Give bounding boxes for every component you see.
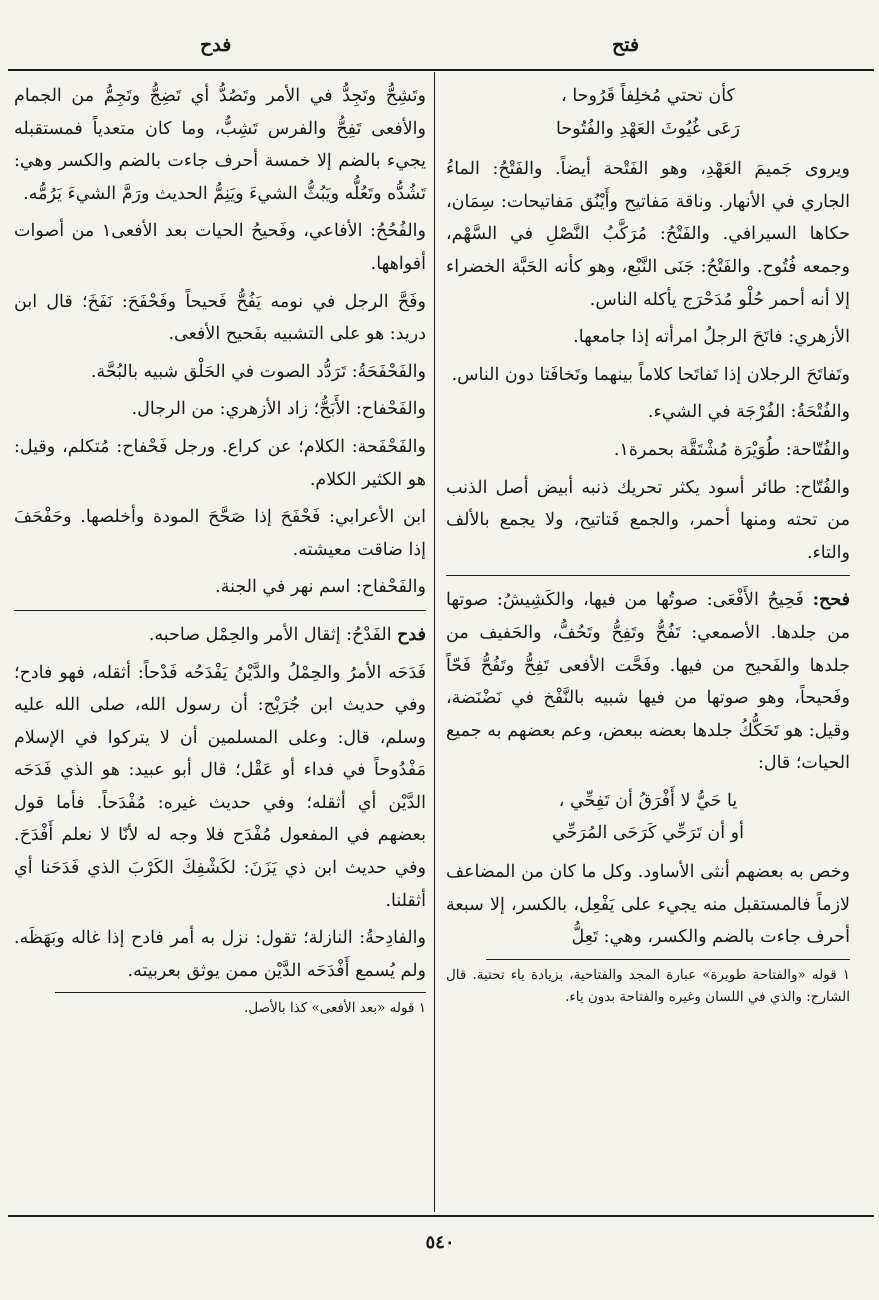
paragraph: الأزهري: فاتَحَ الرجلُ امرأته إذا جامعها. (573, 327, 850, 348)
entry-paragraph (446, 584, 850, 780)
verse-line: يا حَيُّ لا أَفْرَقُ أن تَفِحِّي ، (558, 790, 738, 811)
right-column (446, 80, 850, 1008)
paragraph: وفَحَّ الرجل في نومه يَفُحُّ فَحيحاً وفَحْفَحَ: نَفَخَ؛ قال ابن دريد: هو على التشبيه بفَحيح الأفعى. (14, 291, 426, 345)
entry-text: فَحِيحُ الأَفْعَى: صوتُها من فيها، والكَشِيشُ: صوتها من جلدها. الأصمعي: تَفُحُّ وتَفِحُّ وتَحُفُّ، والحَفيف من جلدها والفَحيح من فيها. وفَحَّت الأفعى تَفِحُّ وتَفُحُّ فَحّاً وفَحيحاً، وهو صوتها من فيها شبيه بالنَّفْخ في نَضْنَضة، وقيل: هو تَحَكُّكُ جلدها بعضه ببعض، وعم بعضهم به جميع الحيات؛ قال: (446, 590, 850, 774)
entry-separator (14, 610, 426, 611)
entry-text: الفَدْحُ: إثقال الأمر والحِمْل صاحبه. (148, 624, 392, 645)
left-column (14, 80, 426, 1019)
verse-line: رَعَى غُيُوثَ العَهْدِ والفُتُوحا (556, 118, 740, 139)
footnote-rule (486, 959, 850, 960)
footnote: ١ قوله «بعد الأفعى» كذا بالأصل. (244, 1000, 426, 1017)
verse-line: أو أن تَرَحِّي كَرَحَى المُرَحِّي (552, 823, 744, 844)
paragraph: والفَحْفَحَةُ: تَرَدُّد الصوت في الحَلْق شبيه بالبُحَّة. (90, 361, 426, 382)
footnote-rule (55, 992, 426, 993)
paragraph: والفَحْفاح: الأَبَحُّ؛ زاد الأزهري: من الرجال. (131, 399, 426, 420)
paragraph: فَدَحَه الأمرُ والحِمْلُ والدَّيْنُ يَفْدَحُه فَدْحاً: أثقله، فهو فادح؛ وفي حديث ابن جُرَيْج: أن رسول الله، صلى الله عليه وسلم، قال: وعلى المسلمين أن لا يتركوا في الإسلام مَفْدُوحاً في فداء أو عَقْل؛ قال أبو عبيد: هو الذي فَدَحَه الدَّيْن أي أثقله؛ وفي حديث غيره: مُفْدَحاً. فأما قول بعضهم في المفعول مُفْدَح فلا وجه له لأنّا لا نعلم أَفْدَحَ. وفي حديث ابن ذي يَزَنَ: لكَشْفِكَ الكَرْبَ الذي فَدَحَنا أي أثقلنا. (14, 662, 426, 911)
header-word-right: فتح (612, 34, 640, 56)
column-divider (434, 72, 435, 1212)
top-rule (8, 69, 874, 71)
paragraph: وتَفاتَحَ الرجلان إذا تَفاتَحا كلاماً بينهما وتَخافَتا دون الناس. (451, 364, 850, 385)
entry-headword: فدح (397, 624, 426, 645)
entry-headword: فحح: (812, 590, 850, 611)
paragraph: ويروى جَميمَ العَهْدِ، وهو الفَتْحة أيضاً. والفَتْحُ: الماءُ الجاري في الأنهار. وناقة مَفاتيح وأَيْنُق مَفاتيحات: سِمَان، حكاها السيرافي. والفَتْحُ: مُرَكَّبُ النَّصْلِ في السَّهْم، وجمعه فُتُوح. والفَتْحُ: جَنَى النَّبْع، وهو كأنه الحَبَّة الخضراء إلا أنه أحمر حُلْو مُدَحْرَج يأكله الناس. (446, 159, 850, 310)
paragraph: والفَحْفاح: اسم نهر في الجنة. (215, 577, 426, 598)
paragraph: والفُتّاحة: طُوَيْرَة مُشْتَقَّة بحمرة١. (613, 439, 850, 460)
footnote: ١ قوله «والفتاحة طويرة» عبارة المجد والفتاحية، بزيادة ياء تحتية. قال الشارح: والذي في اللسان وغيره والفتاحة بدون ياء. (446, 966, 850, 1005)
paragraph: والفُحُحُ: الأفاعي، وفَحيحُ الحيات بعد الأفعى١ من أصوات أفواهها. (14, 221, 426, 274)
paragraph: والفادِحةُ: النازلة؛ تقول: نزل به أمر فادح إذا غاله وبَهَظَه. ولم يُسمع أَفْدَحَه الدَّيْن ممن يوثق بعربيته. (14, 928, 426, 981)
paragraph: وتَشِحُّ وتَجِدُّ في الأمر وتَصُدُّ أي تَضِجُّ وتَجِمُّ من الجمام والأفعى تَفِحُّ والفرس تَشِبُّ، وما كان متعدياً فمستقبله يجيء بالضم إلا خمسة أحرف جاءت بالضم والكسر وهي: تَشُدُّه وتَعُلُّه ويَبُثُّ الشيءَ ويَنِمُّ الحديث ورَمَّ الشيءَ يَرُمُّه. (14, 86, 426, 204)
bottom-rule (8, 1215, 874, 1217)
verse-line: كأن تحتي مُخلِفاً قَرُوحا ، (561, 86, 735, 106)
entry-paragraph (14, 619, 426, 652)
paragraph: والفُتْحَةُ: الفُرْجَة في الشيء. (647, 402, 850, 423)
header-word-left: فدح (200, 34, 232, 56)
paragraph: وخص به بعضهم أنثى الأساود. وكل ما كان من المضاعف لازماً فالمستقبل منه يجيء على يَفْعِل، بالكسر، إلا سبعة أحرف جاءت بالضم والكسر، وهي: تَعِلُّ (446, 862, 850, 948)
page-number: ٥٤٠ (425, 1232, 455, 1253)
entry-separator (446, 575, 850, 576)
paragraph: ابن الأعرابي: فَحْفَحَ إذا صَحَّحَ المودة وأخلصها. وحَفْحَفَ إذا ضاقت معيشته. (14, 507, 426, 560)
paragraph: والفَحْفَحة: الكلام؛ عن كراع. ورجل فَحْفاح: مُتكلم، وقيل: هو الكثير الكلام. (14, 436, 426, 490)
paragraph: والفُتّاح: طائر أسود يكثر تحريك ذنبه أبيض أصل الذنب من تحته ومنها أحمر، والجمع فَتاتيح، ولا يجمع بالألف والتاء. (446, 477, 850, 563)
